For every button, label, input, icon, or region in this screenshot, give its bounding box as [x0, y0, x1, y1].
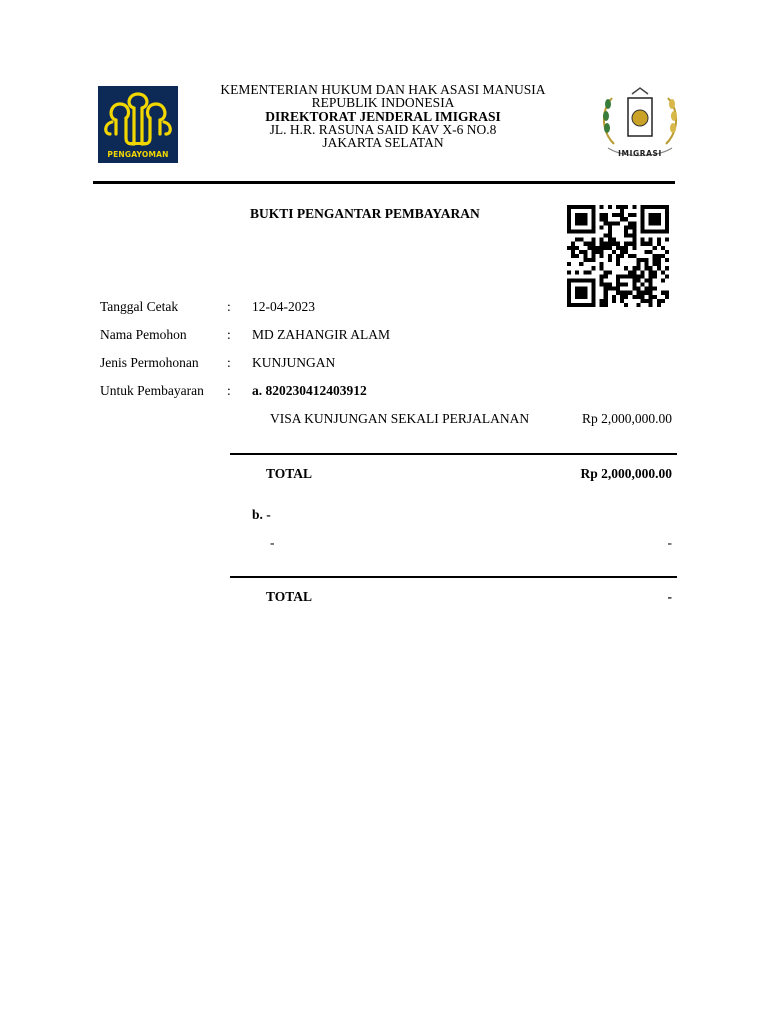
field-colon: : [227, 355, 231, 370]
field-label-applicant-name: Nama Pemohon [100, 327, 187, 342]
qr-code [564, 205, 672, 307]
field-label-application-type: Jenis Permohonan [100, 355, 199, 370]
ministry-name: KEMENTERIAN HUKUM DAN HAK ASASI MANUSIA [220, 82, 546, 97]
payment-a-item: VISA KUNJUNGAN SEKALI PERJALANAN [270, 411, 530, 426]
pengayoman-logo [98, 86, 178, 163]
payment-b-divider [230, 576, 677, 578]
payment-a-total-label: TOTAL [266, 466, 313, 481]
document-title: BUKTI PENGANTAR PEMBAYARAN [250, 206, 480, 221]
country-name: REPUBLIK INDONESIA [311, 95, 455, 111]
payment-a-divider [230, 453, 677, 455]
payment-b-item: - [270, 535, 275, 550]
field-value-print-date: 12-04-2023 [252, 299, 315, 314]
payment-b-total-amount: - [667, 589, 672, 604]
pengayoman-caption: PENGAYOMAN [107, 150, 169, 159]
address-line: JL. H.R. RASUNA SAID KAV X-6 NO.8 [269, 121, 497, 137]
field-value-payment-code: a. 820230412403912 [252, 383, 367, 398]
imigrasi-caption: IMIGRASI [618, 149, 662, 158]
payment-b-amount: - [667, 535, 672, 550]
field-value-application-type: KUNJUNGAN [252, 355, 336, 370]
imigrasi-logo [594, 82, 686, 164]
payment-b-heading: b. - [252, 507, 271, 522]
field-colon: : [227, 327, 231, 342]
field-label-print-date: Tanggal Cetak [100, 299, 179, 314]
field-value-applicant-name: MD ZAHANGIR ALAM [252, 327, 390, 342]
field-label-payment-for: Untuk Pembayaran [100, 383, 204, 398]
city-line: JAKARTA SELATAN [322, 135, 444, 151]
header-divider [93, 181, 675, 184]
payment-a-amount: Rp 2,000,000.00 [581, 411, 672, 426]
letterhead [190, 83, 576, 149]
payment-a-total-amount: Rp 2,000,000.00 [580, 466, 672, 481]
payment-b-total-label: TOTAL [266, 589, 313, 604]
field-colon: : [227, 383, 231, 398]
field-colon: : [227, 299, 231, 314]
directorate-name: DIREKTORAT JENDERAL IMIGRASI [265, 108, 501, 124]
